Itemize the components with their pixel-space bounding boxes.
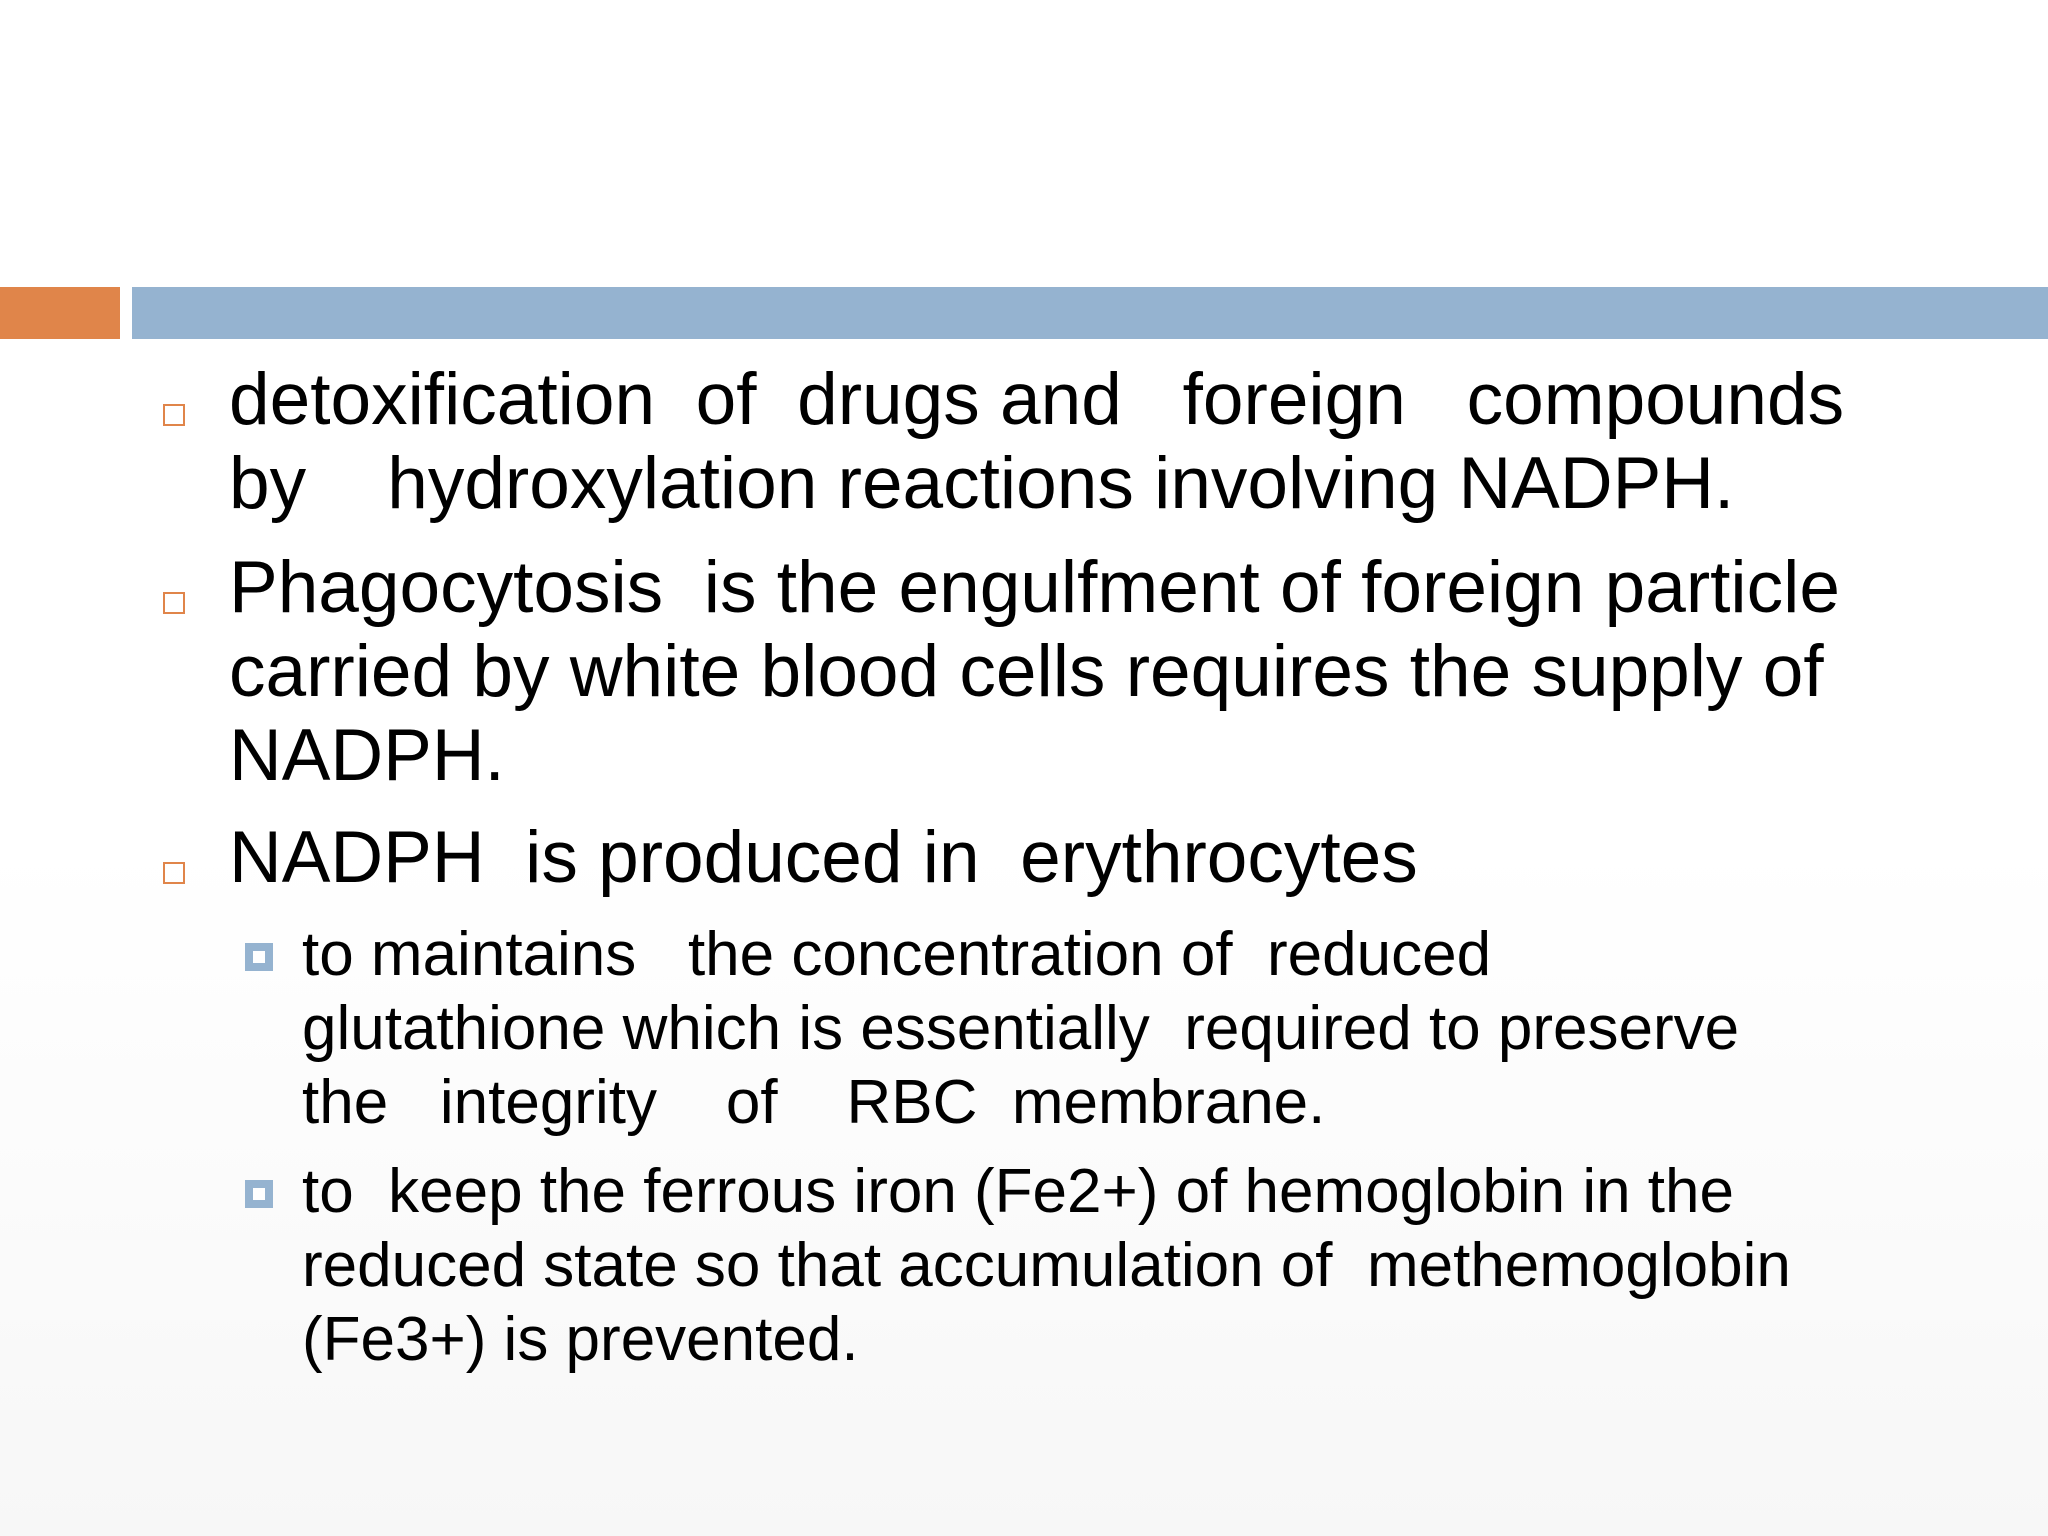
bullet-text-line: to keep the ferrous iron (Fe2+) of hemoglobin in the [302, 1157, 1734, 1226]
bullet-text-line: the integrity of RBC membrane. [302, 1068, 1326, 1137]
bullet-text-line: NADPH. [229, 715, 505, 796]
bullet-text-line: NADPH is produced in erythrocytes [229, 817, 1418, 898]
square-bullet-icon [245, 943, 273, 971]
bullet-text-line: by hydroxylation reactions involving NADPH. [229, 443, 1735, 524]
header-bar [132, 287, 2048, 339]
bullet-text-line: reduced state so that accumulation of methemoglobin [302, 1231, 1791, 1300]
header-accent-bar [0, 287, 120, 339]
hollow-square-icon [163, 592, 185, 614]
bullet-text-line: to maintains the concentration of reduced [302, 920, 1492, 989]
bullet-text-line: carried by white blood cells requires the supply of [229, 631, 1824, 712]
bullet-text-line: Phagocytosis is the engulfment of foreign particle [229, 547, 1840, 628]
square-bullet-icon [245, 1180, 273, 1208]
hollow-square-icon [163, 404, 185, 426]
bullet-text-line: glutathione which is essentially required to preserve [302, 994, 1740, 1063]
hollow-square-icon [163, 862, 185, 884]
bullet-text-line: (Fe3+) is prevented. [302, 1305, 859, 1374]
bullet-text-line: detoxification of drugs and foreign compounds [229, 359, 1845, 440]
